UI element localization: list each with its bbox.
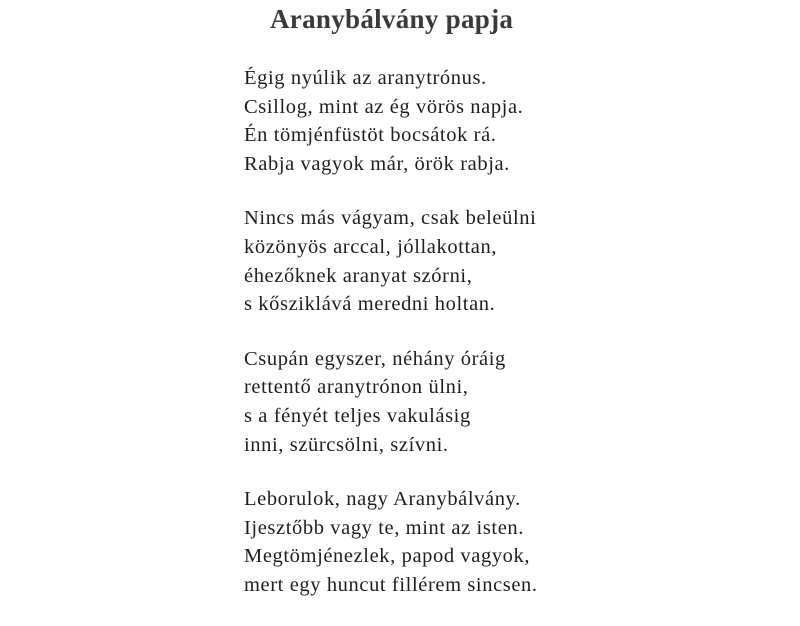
poem-line: közönyös arccal, jóllakottan, xyxy=(244,235,498,258)
poem-body xyxy=(244,64,764,626)
poem-line: mert egy huncut fillérem sincsen. xyxy=(244,573,538,596)
poem-line: Ijesztőbb vagy te, mint az isten. xyxy=(244,516,524,539)
poem-line: Égig nyúlik az aranytrónus. xyxy=(244,67,487,89)
poem-line: Leborulok, nagy Aranybálvány. xyxy=(244,488,521,511)
stanza-3 xyxy=(244,345,764,459)
poem-line: inni, szürcsölni, szívni. xyxy=(244,433,449,456)
stanza-4 xyxy=(244,485,764,599)
poem-line: Én tömjénfüstöt bocsátok rá. xyxy=(244,124,497,147)
poem-line: Csillog, mint az ég vörös napja. xyxy=(244,95,524,118)
poem-line: Nincs más vágyam, csak beleülni xyxy=(244,207,537,230)
poem-line: s a fényét teljes vakulásig xyxy=(244,404,471,427)
poem-line: éhezőknek aranyat szórni, xyxy=(244,264,473,287)
poem-title: Aranybálvány papja xyxy=(270,4,514,34)
poem-line: s kősziklává meredni holtan. xyxy=(244,293,496,316)
poem-line: Rabja vagyok már, örök rabja. xyxy=(244,152,510,175)
stanza-2 xyxy=(244,204,764,318)
poem-line: Megtömjénezlek, papod vagyok, xyxy=(244,545,531,568)
poem-line: Csupán egyszer, néhány óráig xyxy=(244,347,506,370)
poem-line: rettentő aranytrónon ülni, xyxy=(244,376,469,399)
stanza-1 xyxy=(244,64,764,178)
